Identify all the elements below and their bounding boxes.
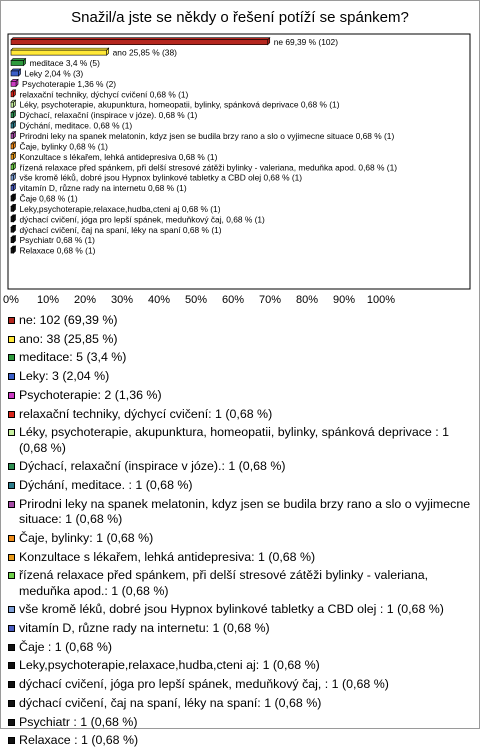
legend-label: Relaxace : 1 (0,68 %) xyxy=(19,733,139,748)
x-tick-label: 50% xyxy=(184,294,208,306)
x-tick-label: 100% xyxy=(366,294,396,306)
legend-item xyxy=(8,388,472,403)
bar xyxy=(11,81,16,86)
bar-row xyxy=(11,152,218,162)
bar-row xyxy=(11,121,132,131)
bar xyxy=(11,113,14,118)
x-tick-label: 30% xyxy=(110,294,134,306)
legend-swatch xyxy=(8,535,15,542)
legend-item xyxy=(8,602,472,617)
legend-label: meditace: 5 (3,4 %) xyxy=(19,350,127,365)
x-tick-label: 90% xyxy=(332,294,356,306)
legend-swatch xyxy=(8,317,15,324)
x-tick-label: 10% xyxy=(36,294,60,306)
legend-label: Čaje, bylinky: 1 (0,68 %) xyxy=(19,530,154,545)
legend-item xyxy=(8,696,472,711)
legend-swatch xyxy=(8,463,15,470)
bar xyxy=(11,175,14,180)
bar xyxy=(11,61,24,66)
bar-row xyxy=(11,246,96,256)
bar-label: Čaje, bylinky 0,68 % (1) xyxy=(19,141,108,152)
legend-swatch xyxy=(8,411,15,418)
legend-swatch xyxy=(8,354,15,361)
bar-label: ne 69,39 % (102) xyxy=(273,37,339,48)
legend-label: Prirodni leky na spanek melatonin, kdyz jsen se budila brzy rano a slo o vyjimecne situace: 1 (0,68 %) xyxy=(19,496,471,527)
legend-item xyxy=(8,332,472,347)
legend-item xyxy=(8,478,472,493)
legend-label: ano: 38 (25,85 %) xyxy=(19,331,118,346)
x-tick-label: 40% xyxy=(147,294,171,306)
bar xyxy=(11,206,14,211)
legend-swatch xyxy=(8,482,15,489)
legend-swatch xyxy=(8,606,15,613)
bar-row xyxy=(11,89,189,99)
legend-label: Leky,psychoterapie,relaxace,hudba,cteni aj: 1 (0,68 %) xyxy=(19,658,320,673)
bar-label: dýchací cvičení, čaj na spaní, léky na spaní 0,68 % (1) xyxy=(19,224,222,235)
legend-label: Dýchací, relaxační (inspirace v józe).: 1 (0,68 %) xyxy=(19,459,286,474)
legend-item xyxy=(8,640,472,655)
bar-row xyxy=(11,235,95,245)
legend-swatch xyxy=(8,681,15,688)
bar-label: Čaje 0,68 % (1) xyxy=(19,193,78,204)
bar-label: Léky, psychoterapie, akupunktura, homeopatii, bylinky, spánková deprivace 0,68 % (1) xyxy=(19,99,340,110)
legend-label: ne: 102 (69,39 %) xyxy=(19,313,118,327)
legend-item xyxy=(8,568,472,599)
bar-label: Dýchací, relaxační (inspirace v józe). 0,68 % (1) xyxy=(19,110,198,121)
bar-label: Leky,psychoterapie,relaxace,hudba,cteni aj 0,68 % (1) xyxy=(19,203,221,214)
legend-swatch xyxy=(8,501,15,508)
bar-row xyxy=(11,110,198,120)
bar-row xyxy=(11,194,78,204)
bar-label: Relaxace 0,68 % (1) xyxy=(19,245,96,256)
bar-row xyxy=(11,183,187,193)
bar xyxy=(11,248,14,253)
legend-label: vitamín D, různe rady na internetu: 1 (0,68 %) xyxy=(19,621,270,636)
bar-row xyxy=(11,214,265,224)
bar-row xyxy=(11,173,302,183)
legend-item xyxy=(8,531,472,546)
bar-row xyxy=(11,204,221,214)
legend-label: Dýchání, meditace. : 1 (0,68 %) xyxy=(19,478,193,493)
bar xyxy=(11,144,14,149)
legend-label: Léky, psychoterapie, akupunktura, homeopatii, bylinky, spánková deprivace : 1 (0,68 %) xyxy=(19,425,450,455)
bar-row xyxy=(11,79,116,89)
legend-swatch xyxy=(8,625,15,632)
x-tick-label: 80% xyxy=(295,294,319,306)
legend-item xyxy=(8,313,472,328)
bar xyxy=(11,102,14,107)
legend-swatch xyxy=(8,719,15,726)
x-tick-label: 0% xyxy=(3,294,19,306)
legend-item xyxy=(8,350,472,365)
bar-label: vše kromě léků, dobré jsou Hypnox bylinkové tabletky a CBD olej 0,68 % (1) xyxy=(19,172,303,183)
bar-label: vitamín D, různe rady na internetu 0,68 % (1) xyxy=(19,183,187,194)
legend-swatch xyxy=(8,700,15,707)
bar-label: Psychiatr 0,68 % (1) xyxy=(19,235,95,246)
legend-item xyxy=(8,715,472,730)
legend-swatch xyxy=(8,392,15,399)
legend-label: relaxační techniky, dýchycí cvičení: 1 (0,68 %) xyxy=(19,406,273,421)
legend xyxy=(8,313,472,752)
bar xyxy=(11,186,14,191)
bar xyxy=(11,238,14,243)
bar xyxy=(11,40,268,45)
bar-row xyxy=(11,141,108,151)
bar xyxy=(11,123,14,128)
bar-label: řízená relaxace před spánkem, při delší stresové zátěži bylinky - valeriana, meduňka apod. 0,68 % (1) xyxy=(19,162,398,173)
bar xyxy=(11,227,14,232)
legend-item xyxy=(8,550,472,565)
legend-label: Leky: 3 (2,04 %) xyxy=(19,369,110,384)
bar xyxy=(11,165,14,170)
legend-item xyxy=(8,425,472,456)
bar-label: Dýchání, meditace. 0,68 % (1) xyxy=(19,120,133,131)
bar-label: dýchací cvičení, jóga pro lepší spánek, meduňkový čaj, 0,68 % (1) xyxy=(19,214,265,225)
legend-label: dýchací cvičení, čaj na spaní, léky na spaní: 1 (0,68 %) xyxy=(19,695,322,710)
legend-item xyxy=(8,407,472,422)
bar-row xyxy=(11,162,397,172)
legend-item xyxy=(8,677,472,692)
bar-label: Konzultace s lékařem, lehká antidepresiva 0,68 % (1) xyxy=(19,151,218,162)
bar-label: Prirodni leky na spanek melatonin, kdyz jsen se budila brzy rano a slo o vyjimecne situace 0,68 % (1) xyxy=(19,130,395,141)
x-tick-label: 70% xyxy=(258,294,282,306)
x-axis-ticks xyxy=(3,294,395,306)
bar xyxy=(11,196,14,201)
bar-label: relaxační techniky, dýchycí cvičení 0,68 % (1) xyxy=(19,89,189,100)
legend-label: řízená relaxace před spánkem, při delší stresové zátěži bylinky - valeriana, meduňka apod.: 1 (0,68 %) xyxy=(19,568,429,598)
bar-row xyxy=(11,131,394,141)
bar xyxy=(11,154,14,159)
bar-label: Psychoterapie 1,36 % (2) xyxy=(22,78,117,89)
bar-row xyxy=(11,225,222,235)
legend-item xyxy=(8,621,472,636)
bar-label: Leky 2,04 % (3) xyxy=(24,68,84,79)
bar-label: meditace 3,4 % (5) xyxy=(29,58,100,69)
bar xyxy=(11,50,107,55)
legend-swatch xyxy=(8,336,15,343)
legend-label: Čaje : 1 (0,68 %) xyxy=(19,639,112,654)
legend-item xyxy=(8,369,472,384)
bar-chart xyxy=(0,0,480,310)
legend-swatch xyxy=(8,429,15,436)
bar xyxy=(11,133,14,138)
legend-swatch xyxy=(8,737,15,744)
bar xyxy=(11,217,14,222)
legend-label: Psychiatr : 1 (0,68 %) xyxy=(19,714,138,729)
legend-label: vše kromě léků, dobré jsou Hypnox bylinkové tabletky a CBD olej : 1 (0,68 %) xyxy=(19,602,444,617)
legend-label: dýchací cvičení, jóga pro lepší spánek, meduňkový čaj, : 1 (0,68 %) xyxy=(19,677,389,692)
legend-swatch xyxy=(8,554,15,561)
legend-item xyxy=(8,733,472,748)
legend-label: Konzultace s lékařem, lehká antidepresiva: 1 (0,68 %) xyxy=(19,549,316,564)
chart-title: Snažil/a jste se někdy o řešení potíží se spánkem? xyxy=(71,9,409,26)
legend-label: Psychoterapie: 2 (1,36 %) xyxy=(19,387,162,402)
legend-item xyxy=(8,497,472,528)
x-tick-label: 60% xyxy=(221,294,245,306)
legend-item xyxy=(8,658,472,673)
bar xyxy=(11,71,19,76)
bar-row xyxy=(11,100,340,110)
legend-swatch xyxy=(8,644,15,651)
bar-label: ano 25,85 % (38) xyxy=(112,47,177,58)
bar xyxy=(11,92,14,97)
x-tick-label: 20% xyxy=(73,294,97,306)
legend-swatch xyxy=(8,572,15,579)
legend-swatch xyxy=(8,662,15,669)
legend-item xyxy=(8,459,472,474)
bar-top xyxy=(11,69,21,71)
legend-swatch xyxy=(8,373,15,380)
